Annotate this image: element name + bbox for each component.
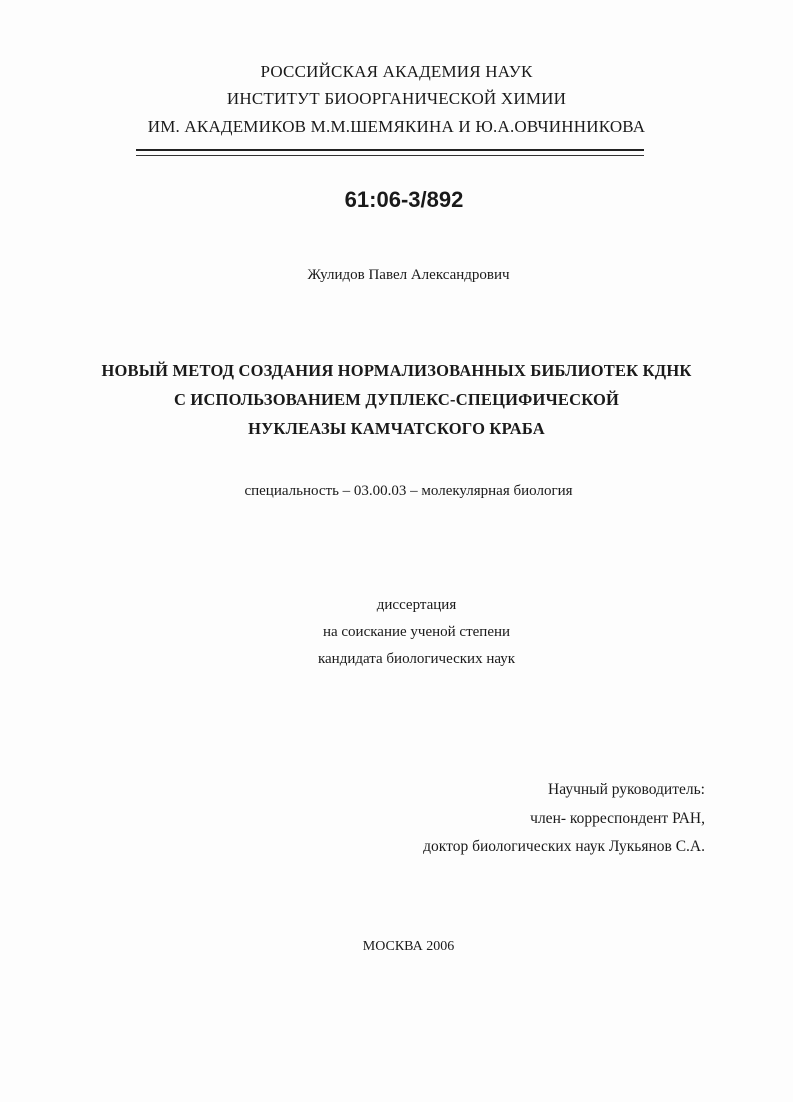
thesis-title-line-3: НУКЛЕАЗЫ КАМЧАТСКОГО КРАБА xyxy=(248,419,545,438)
degree-purpose: на соискание ученой степени xyxy=(322,624,511,640)
header-rule-bottom xyxy=(136,155,644,156)
supervisor-name: доктор биологических наук Лукьянов С.А. xyxy=(423,838,705,855)
catalog-code-stamp: 61:06-3/892 xyxy=(344,187,464,212)
degree-name: кандидата биологических наук xyxy=(317,651,516,667)
dissertation-label: диссертация xyxy=(376,597,457,613)
thesis-title-line-2: С ИСПОЛЬЗОВАНИЕМ ДУПЛЕКС-СПЕЦИФИЧЕСКОЙ xyxy=(173,390,620,409)
specialty-line: специальность – 03.00.03 – молекулярная биология xyxy=(244,483,573,499)
city-year: МОСКВА 2006 xyxy=(362,939,455,954)
institute-name: ИНСТИТУТ БИООРГАНИЧЕСКОЙ ХИМИИ xyxy=(226,89,567,108)
author-name: Жулидов Павел Александрович xyxy=(307,267,510,283)
supervisor-heading: Научный руководитель: xyxy=(548,781,705,798)
institute-dedication: ИМ. АКАДЕМИКОВ М.М.ШЕМЯКИНА И Ю.А.ОВЧИННИКОВА xyxy=(147,117,646,136)
supervisor-rank: член- корреспондент РАН, xyxy=(530,810,705,827)
header-rule-top xyxy=(136,149,644,151)
academy-name: РОССИЙСКАЯ АКАДЕМИЯ НАУК xyxy=(260,62,533,81)
thesis-title-line-1: НОВЫЙ МЕТОД СОЗДАНИЯ НОРМАЛИЗОВАННЫХ БИБЛИОТЕК КДНК xyxy=(101,361,692,380)
